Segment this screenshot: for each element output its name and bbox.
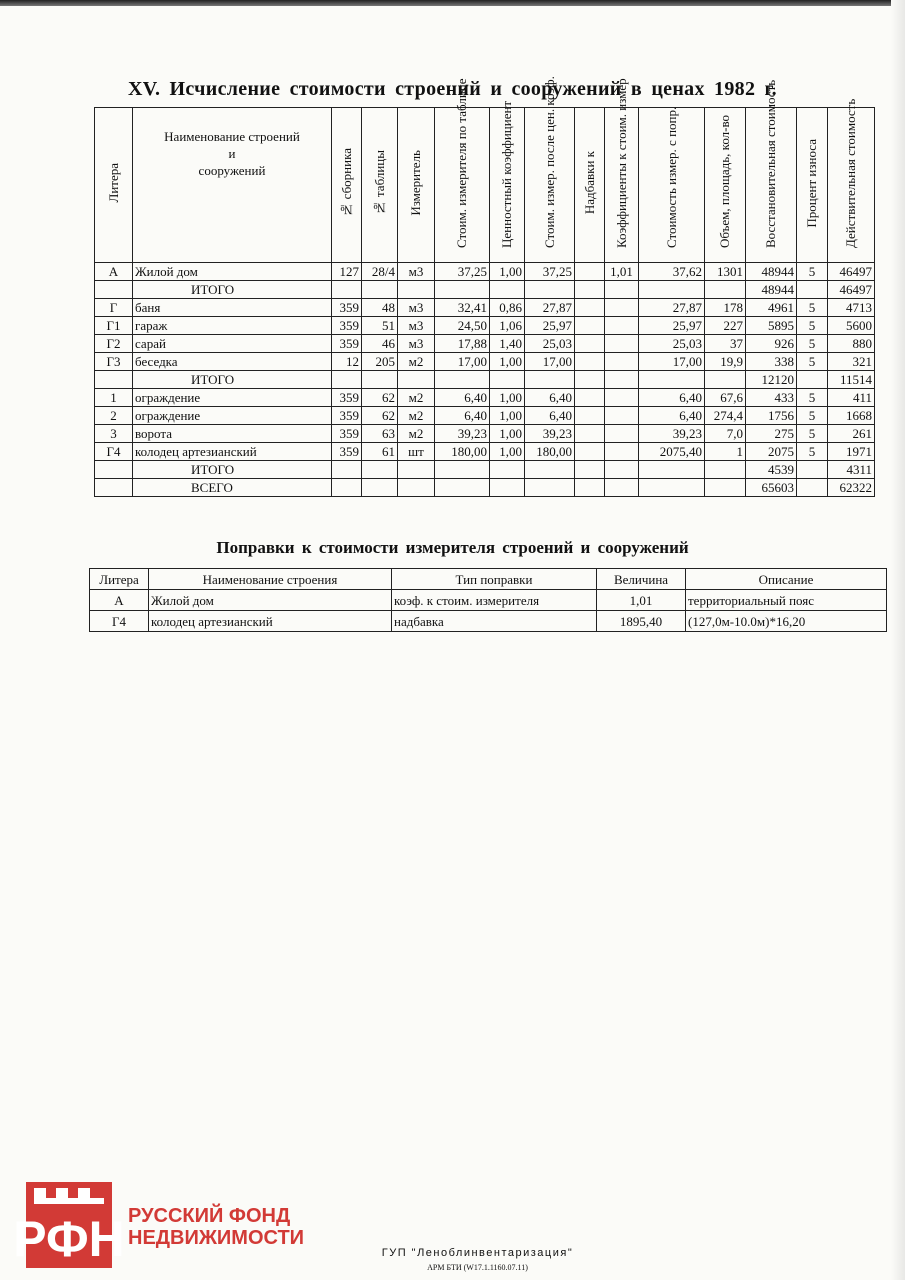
column-header-label: Коэффициенты к стоим. измер [613,78,629,248]
column-header-5 [435,78,490,263]
table-cell [639,479,705,497]
column-header-0 [95,108,133,263]
table-cell: 1,06 [490,317,525,335]
table-cell: 12120 [746,371,797,389]
column-header-label: Ценностный коэффициент [499,100,514,248]
table-cell: ИТОГО [133,371,332,389]
table-cell [575,299,605,317]
table-cell: Г2 [95,335,133,353]
table-cell: 46 [362,335,398,353]
table-cell: 46497 [828,263,875,281]
table-cell: 39,23 [525,425,575,443]
scan-right-edge [891,0,905,1280]
column-header-1 [133,108,332,263]
table-cell [490,479,525,497]
table-row [95,371,875,389]
table-row [95,479,875,497]
table-cell [362,371,398,389]
table-cell [490,281,525,299]
logo-line-1: РУССКИЙ ФОНД [128,1205,291,1227]
table-cell: 2 [95,407,133,425]
table-cell [398,461,435,479]
corr-cell: надбавка [392,611,597,632]
table-cell: 24,50 [435,317,490,335]
table-cell: 6,40 [435,407,490,425]
table-cell: 359 [332,317,362,335]
table-row [95,335,875,353]
column-header-label: Наименование строений и сооружений [164,129,300,178]
table-cell: 4539 [746,461,797,479]
table-cell [575,443,605,461]
corr-row [90,611,887,632]
table-cell: сарай [133,335,332,353]
table-cell: 205 [362,353,398,371]
corrections-header [90,569,887,590]
corr-cell: А [90,590,149,611]
table-cell [605,389,639,407]
table-cell: 63 [362,425,398,443]
table-row [95,299,875,317]
table-cell: 359 [332,425,362,443]
column-header-label: Действительная стоимость [843,98,858,248]
column-header-6 [490,100,525,263]
table-cell: 227 [705,317,746,335]
corrections-table [89,568,887,632]
column-header-label: Стоим. измерителя по таблице [454,78,469,248]
table-cell: 4961 [746,299,797,317]
table-cell: ИТОГО [133,461,332,479]
svg-text:РФН: РФН [13,1211,125,1267]
table-cell: 359 [332,407,362,425]
table-cell [605,407,639,425]
table-cell [575,389,605,407]
table-cell: 1756 [746,407,797,425]
table-cell: 1,00 [490,353,525,371]
table-cell [605,443,639,461]
table-cell: 1,00 [490,443,525,461]
table-cell: ВСЕГО [133,479,332,497]
table-cell: 32,41 [435,299,490,317]
corr-cell: 1,01 [597,590,686,611]
table-cell [605,317,639,335]
table-cell: 5 [797,353,828,371]
table-cell: 359 [332,443,362,461]
table-cell [435,281,490,299]
table-cell [605,461,639,479]
main-table-header [95,108,875,263]
table-cell: баня [133,299,332,317]
table-cell: м2 [398,353,435,371]
table-cell [332,371,362,389]
table-cell [705,461,746,479]
table-cell: Жилой дом [133,263,332,281]
table-cell: 5 [797,443,828,461]
column-header-label: Объем, площадь, кол-во [717,114,732,248]
table-cell [525,371,575,389]
table-cell: 51 [362,317,398,335]
column-header-10 [639,108,705,263]
table-cell [575,353,605,371]
table-cell: 5 [797,425,828,443]
table-cell: 28/4 [362,263,398,281]
main-table-title: XV. Исчисление стоимости строений и сооружений в ценах 1982 г. [128,78,777,100]
column-header-12 [746,79,797,263]
table-cell: 321 [828,353,875,371]
table-cell [332,461,362,479]
table-cell [705,479,746,497]
table-cell: 2075,40 [639,443,705,461]
table-cell: 62 [362,407,398,425]
table-cell: ИТОГО [133,281,332,299]
table-cell [490,371,525,389]
table-cell [95,281,133,299]
column-header-label: Восстановительная стоимость [763,79,778,248]
column-header-label: Надбавки к [581,151,597,215]
table-cell [797,479,828,497]
table-cell: 359 [332,299,362,317]
table-cell: 1,01 [605,263,639,281]
table-cell: ворота [133,425,332,443]
table-cell: 5895 [746,317,797,335]
table-cell: м3 [398,263,435,281]
table-cell [525,281,575,299]
table-cell: 17,00 [435,353,490,371]
table-cell: 17,00 [525,353,575,371]
table-row [95,317,875,335]
table-cell [490,461,525,479]
table-cell: Г4 [95,443,133,461]
table-cell [398,371,435,389]
table-cell: 27,87 [525,299,575,317]
corr-header-4: Описание [686,569,887,590]
table-cell: м3 [398,317,435,335]
table-cell [605,353,639,371]
column-header-4 [398,108,435,263]
corr-row [90,590,887,611]
column-header-label: Литера [105,163,121,203]
table-cell [575,425,605,443]
table-cell [525,461,575,479]
table-cell: 2075 [746,443,797,461]
table-cell [797,461,828,479]
table-cell: 5600 [828,317,875,335]
column-header-7 [525,76,575,263]
table-cell [398,479,435,497]
table-cell: 39,23 [435,425,490,443]
table-cell [575,461,605,479]
corr-header-0: Литера [90,569,149,590]
table-cell [435,371,490,389]
table-cell [575,335,605,353]
table-cell [435,461,490,479]
table-cell: 62322 [828,479,875,497]
table-cell: 5 [797,299,828,317]
table-cell: 6,40 [639,389,705,407]
table-cell: А [95,263,133,281]
table-cell: м2 [398,389,435,407]
table-cell [575,479,605,497]
table-cell: 880 [828,335,875,353]
table-cell: 926 [746,335,797,353]
table-cell [797,371,828,389]
table-cell: 180,00 [435,443,490,461]
table-cell [525,479,575,497]
table-cell [605,335,639,353]
column-header-14 [828,98,875,263]
column-header-label: № сборника [338,148,354,218]
table-cell: 6,40 [435,389,490,407]
table-cell: 274,4 [705,407,746,425]
table-cell: 5 [797,407,828,425]
table-row [95,443,875,461]
table-cell [639,461,705,479]
table-cell: 5 [797,317,828,335]
corr-header-1: Наименование строения [149,569,392,590]
table-cell [95,371,133,389]
table-cell [362,461,398,479]
column-header-3 [362,108,398,263]
column-header-13 [797,108,828,263]
table-row [95,389,875,407]
table-cell: 25,97 [639,317,705,335]
table-cell: 4311 [828,461,875,479]
corr-cell: 1895,40 [597,611,686,632]
corr-cell: колодец артезианский [149,611,392,632]
table-cell: 48944 [746,263,797,281]
table-cell [639,371,705,389]
table-cell: 261 [828,425,875,443]
column-header-label: Стоим. измер. после цен. коэф. [541,76,557,248]
table-cell: Г [95,299,133,317]
table-cell [605,281,639,299]
table-cell: 5 [797,263,828,281]
logo-line-2: НЕДВИЖИМОСТИ [128,1227,305,1249]
table-row [95,281,875,299]
table-cell: 17,00 [639,353,705,371]
rfn-logo-text [128,1205,304,1249]
table-cell: 1668 [828,407,875,425]
table-cell: 411 [828,389,875,407]
table-cell: 61 [362,443,398,461]
table-cell [797,281,828,299]
table-cell [398,281,435,299]
table-cell [575,407,605,425]
table-cell: 62 [362,389,398,407]
table-cell: 1 [705,443,746,461]
table-cell: 25,03 [525,335,575,353]
table-cell: м2 [398,407,435,425]
footer-version: АРМ БТИ (W17.1.1160.07.11) [427,1263,528,1272]
table-cell: 3 [95,425,133,443]
table-cell: 25,03 [639,335,705,353]
table-cell: м3 [398,299,435,317]
table-cell: 11514 [828,371,875,389]
table-cell: 37,62 [639,263,705,281]
table-cell: 12 [332,353,362,371]
table-cell: шт [398,443,435,461]
table-cell [332,479,362,497]
corr-cell: Г4 [90,611,149,632]
table-cell: 27,87 [639,299,705,317]
table-cell: 25,97 [525,317,575,335]
column-header-label: Процент износа [804,138,819,228]
footer-organization: ГУП "Леноблинвентаризация" [381,1247,574,1259]
table-row [95,425,875,443]
table-row [95,353,875,371]
table-cell: Г1 [95,317,133,335]
table-cell: 1,00 [490,389,525,407]
corr-cell: Жилой дом [149,590,392,611]
table-cell [605,371,639,389]
table-row [95,461,875,479]
table-cell [575,281,605,299]
table-cell: 67,6 [705,389,746,407]
table-cell: 359 [332,389,362,407]
table-cell [362,479,398,497]
table-cell: м2 [398,425,435,443]
table-cell [605,425,639,443]
table-cell: 0,86 [490,299,525,317]
table-cell [435,479,490,497]
table-cell [362,281,398,299]
table-cell: 48944 [746,281,797,299]
table-cell [95,461,133,479]
table-cell: 37 [705,335,746,353]
column-header-9 [605,78,639,263]
table-cell: 1 [95,389,133,407]
table-cell: 127 [332,263,362,281]
table-cell: 1,00 [490,425,525,443]
table-cell [575,317,605,335]
table-cell: 4713 [828,299,875,317]
table-cell [705,371,746,389]
column-header-label: Стоимость измер. с попр. [663,106,679,248]
table-cell: 178 [705,299,746,317]
corr-header-2: Тип поправки [392,569,597,590]
table-cell [575,371,605,389]
table-cell: 275 [746,425,797,443]
table-cell [332,281,362,299]
table-cell: беседка [133,353,332,371]
table-cell: 359 [332,335,362,353]
table-cell: колодец артезианский [133,443,332,461]
table-cell: 17,88 [435,335,490,353]
table-cell [605,299,639,317]
table-cell: 433 [746,389,797,407]
table-cell: 39,23 [639,425,705,443]
table-cell: 65603 [746,479,797,497]
table-cell: 180,00 [525,443,575,461]
table-cell [705,281,746,299]
table-cell: 1301 [705,263,746,281]
corr-cell: территориальный пояс [686,590,887,611]
table-cell: 1,00 [490,263,525,281]
table-cell [95,479,133,497]
table-cell [605,479,639,497]
corr-cell: (127,0м-10.0м)*16,20 [686,611,887,632]
table-cell: 46497 [828,281,875,299]
corr-cell: коэф. к стоим. измерителя [392,590,597,611]
table-cell [639,281,705,299]
table-cell: 6,40 [525,389,575,407]
table-cell: 7,0 [705,425,746,443]
table-cell: 37,25 [435,263,490,281]
table-cell: 1,00 [490,407,525,425]
table-cell: гараж [133,317,332,335]
table-cell: 1971 [828,443,875,461]
table-cell: 19,9 [705,353,746,371]
column-header-11 [705,108,746,263]
table-cell: 6,40 [639,407,705,425]
table-cell: 338 [746,353,797,371]
column-header-8 [575,108,605,263]
table-cell: 6,40 [525,407,575,425]
table-cell: ограждение [133,407,332,425]
table-cell: 37,25 [525,263,575,281]
table-cell: Г3 [95,353,133,371]
table-cell: м3 [398,335,435,353]
column-header-label: № таблицы [371,150,387,216]
table-cell: 48 [362,299,398,317]
column-header-2 [332,108,362,263]
column-header-label: Измеритель [408,150,423,216]
corr-header-3: Величина [597,569,686,590]
table-cell: 5 [797,335,828,353]
table-cell: 1,40 [490,335,525,353]
scan-top-edge [0,0,905,6]
table-cell: 5 [797,389,828,407]
table-row [95,263,875,281]
table-cell: ограждение [133,389,332,407]
table-row [95,407,875,425]
table-cell [575,263,605,281]
corrections-title: Поправки к стоимости измерителя строений и сооружений [216,538,689,557]
